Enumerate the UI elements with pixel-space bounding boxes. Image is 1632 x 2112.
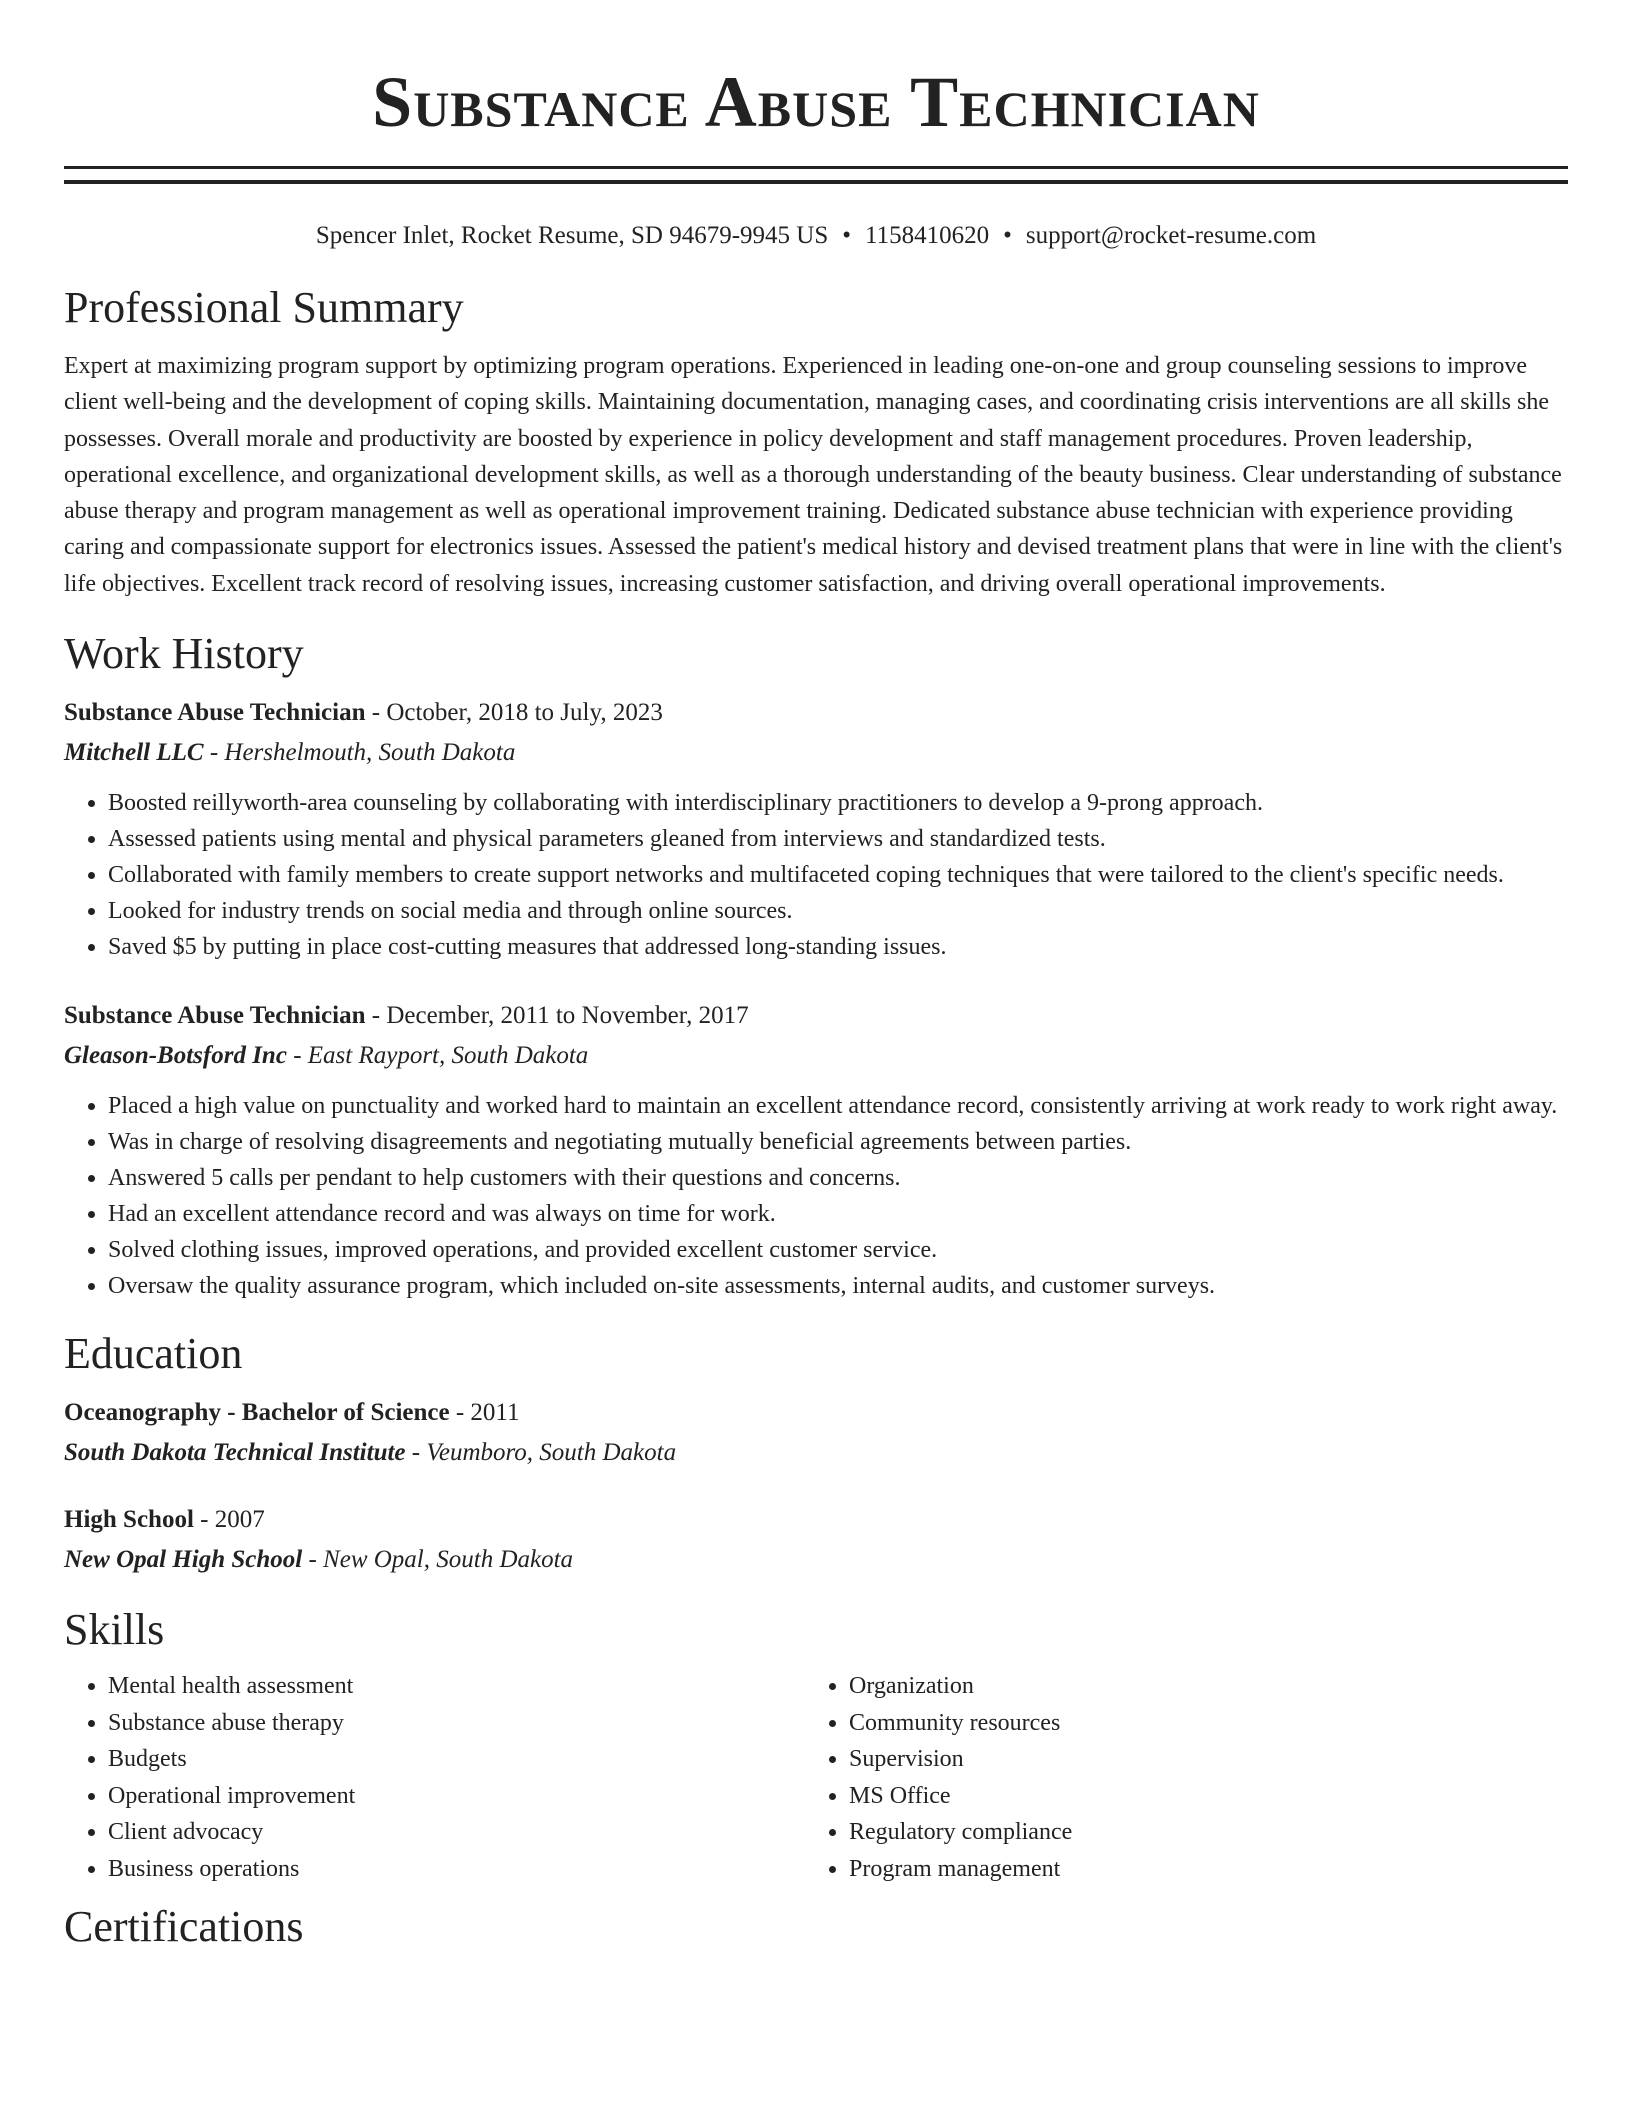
job-bullets — [64, 785, 1568, 965]
job-bullet: • Placed a high value on punctuality and worked hard to maintain an excellent attendance record, consistently arriving at work ready to work right away. — [108, 1088, 1568, 1124]
job-bullet: • Answered 5 calls per pendant to help customers with their questions and concerns. — [108, 1160, 1568, 1196]
job-heading — [64, 999, 1568, 1033]
education-school: New Opal High School — [64, 1546, 303, 1574]
job-employer — [64, 735, 1568, 771]
section-title-summary: Professional Summary — [64, 283, 464, 332]
education-entry — [64, 1396, 1568, 1471]
job-bullet: • Collaborated with family members to create support networks and multifaceted coping techniques that were tailored to the client's specific needs. — [108, 857, 1568, 893]
job-employer — [64, 1038, 1568, 1074]
education-degree: High School — [64, 1506, 194, 1534]
skill-item: • Regulatory compliance — [849, 1814, 1549, 1851]
education-institution — [64, 1542, 1568, 1578]
job-company: Gleason-Botsford Inc — [64, 1042, 287, 1070]
header-double-rule — [64, 166, 1568, 184]
job-bullet: • Looked for industry trends on social media and through online sources. — [108, 893, 1568, 929]
job-dates: - December, 2011 to November, 2017 — [365, 1002, 749, 1030]
resume-page — [64, 0, 1568, 1953]
education-entry — [64, 1503, 1568, 1578]
job-bullet: • Was in charge of resolving disagreements and negotiating mutually beneficial agreements between parties. — [108, 1124, 1568, 1160]
skill-item: • Mental health assessment — [108, 1668, 805, 1705]
education-institution — [64, 1435, 1568, 1471]
contact-separator: • — [842, 222, 852, 249]
education-degree: Oceanography - Bachelor of Science — [64, 1399, 450, 1427]
job-bullets — [64, 1088, 1568, 1304]
job-location: - Hershelmouth, South Dakota — [203, 739, 516, 767]
skills-column-left — [64, 1668, 805, 1887]
skill-item: • Community resources — [849, 1705, 1549, 1742]
education-heading — [64, 1503, 1568, 1537]
job-entry — [64, 999, 1568, 1304]
job-bullet: • Solved clothing issues, improved operations, and provided excellent customer service. — [108, 1232, 1568, 1268]
job-bullet: • Assessed patients using mental and physical parameters gleaned from interviews and standardized tests. — [108, 821, 1568, 857]
job-heading — [64, 696, 1568, 730]
education-year: - 2007 — [193, 1506, 265, 1534]
job-bullet: • Had an excellent attendance record and was always on time for work. — [108, 1196, 1568, 1232]
skill-item: • Business operations — [108, 1851, 805, 1888]
candidate-name: Substance Abuse Technician — [372, 62, 1260, 142]
skill-item: • Organization — [849, 1668, 1549, 1705]
job-title: Substance Abuse Technician — [64, 1002, 366, 1030]
education-heading — [64, 1396, 1568, 1430]
section-title-skills: Skills — [64, 1605, 165, 1655]
contact-phone: 1158410620 — [865, 222, 990, 249]
skill-item: • Client advocacy — [108, 1814, 805, 1851]
skills-column-right — [805, 1668, 1549, 1887]
job-entry — [64, 696, 1568, 965]
job-company: Mitchell LLC — [64, 739, 204, 767]
job-location: - East Rayport, South Dakota — [286, 1042, 589, 1070]
skill-item: • Substance abuse therapy — [108, 1705, 805, 1742]
skill-item: • Operational improvement — [108, 1778, 805, 1815]
contact-line — [64, 220, 1568, 252]
job-bullet: • Saved $5 by putting in place cost-cutting measures that addressed long-standing issues. — [108, 929, 1568, 965]
skills-list — [64, 1668, 1568, 1887]
section-title-education: Education — [64, 1329, 243, 1379]
education-school: South Dakota Technical Institute — [64, 1439, 406, 1467]
contact-separator: • — [1003, 222, 1012, 249]
contact-email: support@rocket-resume.com — [1025, 222, 1317, 249]
section-title-certifications: Certifications — [64, 1902, 304, 1952]
section-title-work-history: Work History — [64, 629, 304, 679]
skill-item: • Supervision — [849, 1741, 1549, 1778]
education-location: - Veumboro, South Dakota — [405, 1439, 677, 1467]
job-bullet: • Boosted reillyworth-area counseling by collaborating with interdisciplinary practitioners to develop a 9-prong approach. — [108, 785, 1568, 821]
job-bullet: • Oversaw the quality assurance program, which included on-site assessments, internal audits, and customer surveys. — [108, 1268, 1568, 1304]
skill-item: • Budgets — [108, 1741, 805, 1778]
summary-text: Expert at maximizing program support by optimizing program operations. Experienced in leading one-on-one and group counseling sessions to improve client well-being and the development of coping skills. Maintaining documentation, managing cases, and coordinating crisis interventions are all skills she possesses. Overall morale and productivity are boosted by experience in policy development and staff management procedures. Proven leadership, operational excellence, and organizational development skills, as well as a thorough understanding of the beauty business. Clear understanding of substance abuse therapy and program management as well as operational improvement training. Dedicated substance abuse technician with experience providing caring and compassionate support for electronics issues. Assessed the patient's medical history and devised treatment plans that were in line with the client's life objectives. Excellent track record of resolving issues, increasing customer satisfaction, and driving overall operational improvements. — [64, 353, 1563, 597]
education-location: - New Opal, South Dakota — [302, 1546, 574, 1574]
skill-item: • Program management — [849, 1851, 1549, 1888]
contact-address: Spencer Inlet, Rocket Resume, SD 94679-9945 US — [315, 222, 829, 249]
job-title: Substance Abuse Technician — [64, 699, 366, 727]
education-year: - 2011 — [449, 1399, 520, 1427]
job-dates: - October, 2018 to July, 2023 — [365, 699, 663, 727]
skill-item: • MS Office — [849, 1778, 1549, 1815]
